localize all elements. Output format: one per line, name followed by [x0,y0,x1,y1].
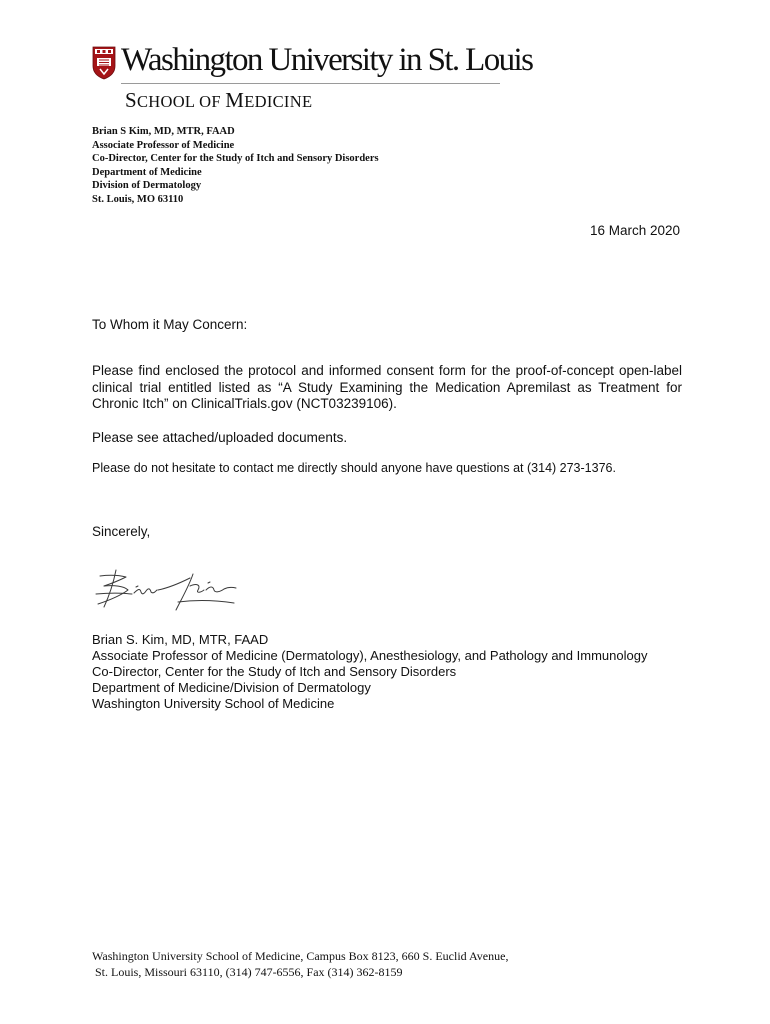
body-paragraph-contact: Please do not hesitate to contact me directly should anyone have questions at (314) 273-1376. [92,461,616,475]
signature-line: Co-Director, Center for the Study of Itch and Sensory Disorders [92,664,457,679]
author-line: Brian S Kim, MD, MTR, FAAD [92,126,235,137]
signature-line: Washington University School of Medicine [92,696,335,711]
school-name [125,89,312,113]
body-paragraph-enclosure: Please find enclosed the protocol and informed consent form for the proof-of-concept open-label clinical trial entitled listed as “A Study Examining the Medication Apremilast as Treatment for Chronic Itch” on ClinicalTrials.gov (NCT03239106). [92,363,682,411]
footer-address [92,949,508,980]
letter-date: 16 March 2020 [589,223,680,238]
signature-line: Department of Medicine/Division of Dermatology [92,680,371,695]
footer-line: St. Louis, Missouri 63110, (314) 747-6556, Fax (314) 362-8159 [95,964,403,979]
author-line: Division of Dermatology [92,180,202,191]
signature-line: Brian S. Kim, MD, MTR, FAAD [92,632,269,647]
school-name-initial-s: S [125,88,137,112]
author-line: Associate Professor of Medicine [92,139,235,151]
author-line: Co-Director, Center for the Study of Itch and Sensory Disorders [92,153,379,164]
salutation: To Whom it May Concern: [92,317,248,332]
university-crest-icon [92,46,116,80]
letterhead-divider [121,83,500,84]
university-name: Washington University in St. Louis [121,42,533,78]
body-paragraph-attachments: Please see attached/uploaded documents. [92,430,348,445]
school-name-initial-m: M [225,88,245,112]
school-name-part-2: EDICINE [244,92,313,111]
signature-line: Associate Professor of Medicine (Dermatology), Anesthesiology, and Pathology and Immunology [92,648,648,663]
author-block [92,125,379,206]
author-line: Department of Medicine [92,166,202,178]
signature-block [92,632,647,712]
handwritten-signature [94,566,240,612]
school-name-part-1: CHOOL OF [136,92,226,111]
footer-line: Washington University School of Medicine, Campus Box 8123, 660 S. Euclid Avenue, [92,949,509,963]
closing: Sincerely, [92,524,151,539]
author-line: St. Louis, MO 63110 [92,193,184,205]
